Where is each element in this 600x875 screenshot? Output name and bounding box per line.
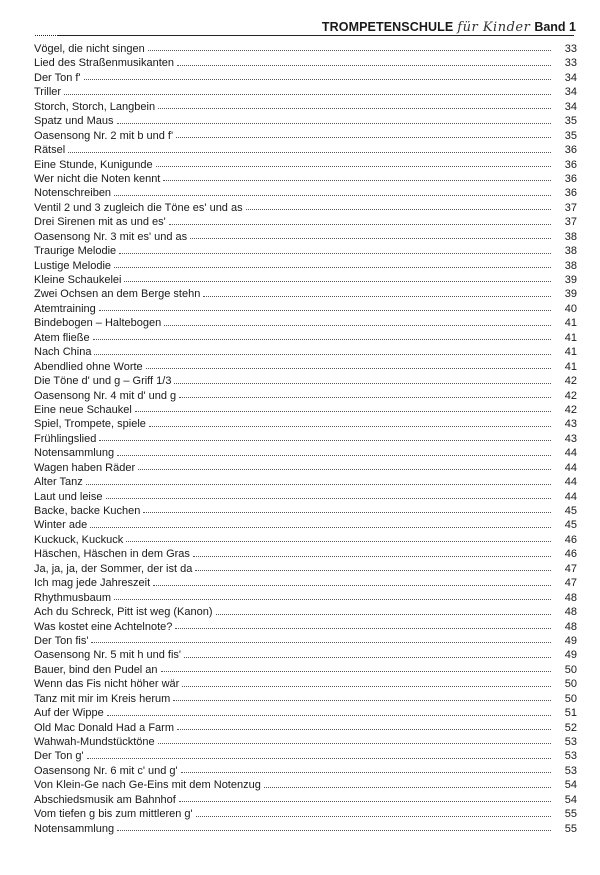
dot-leader	[196, 816, 551, 817]
running-header	[322, 20, 576, 35]
toc-entry-page: 33	[564, 57, 577, 70]
toc-entry-page: 39	[564, 274, 577, 286]
toc-entry[interactable]	[34, 360, 577, 374]
toc-entry-page: 33	[564, 43, 577, 55]
toc-entry-page: 53	[564, 750, 577, 763]
dot-leader	[175, 628, 551, 629]
toc-entry-title: Kuckuck, Kuckuck	[34, 533, 124, 546]
toc-entry-page: 53	[564, 764, 577, 777]
toc-entry-title: Auf der Wippe	[34, 707, 104, 720]
table-of-contents	[34, 42, 577, 836]
toc-entry-page: 41	[564, 360, 577, 373]
dot-leader	[68, 152, 551, 153]
dot-leader	[148, 50, 551, 51]
dot-leader	[106, 498, 552, 499]
toc-entry-page: 52	[564, 721, 577, 734]
toc-entry-page: 46	[564, 548, 577, 561]
toc-entry-page: 41	[564, 346, 577, 359]
book-title-script: für Kinder	[457, 20, 531, 35]
toc-entry-title: Tanz mit mir im Kreis herum	[34, 692, 171, 705]
toc-entry[interactable]	[34, 807, 577, 821]
toc-entry[interactable]	[34, 100, 577, 114]
toc-entry[interactable]	[34, 620, 577, 634]
toc-entry-title: Notenschreiben	[34, 187, 112, 200]
toc-entry[interactable]	[34, 201, 577, 215]
toc-entry-title: Rhythmusbaum	[34, 591, 112, 604]
dot-leader	[158, 743, 551, 744]
dot-leader	[203, 296, 551, 297]
toc-entry-page: 50	[564, 692, 577, 705]
dot-leader	[107, 715, 551, 716]
toc-entry[interactable]	[34, 475, 577, 489]
toc-entry-title: Häschen, Häschen in dem Gras	[34, 548, 190, 561]
toc-entry-title: Von Klein-Ge nach Ge-Eins mit dem Notenzug	[34, 779, 261, 792]
dot-leader	[156, 166, 551, 167]
toc-entry[interactable]	[34, 634, 577, 648]
dot-leader	[143, 512, 551, 513]
toc-entry-page: 48	[564, 620, 577, 633]
toc-entry[interactable]	[34, 490, 577, 504]
toc-entry-title: Laut und leise	[34, 490, 103, 503]
toc-entry-page: 51	[564, 707, 577, 720]
toc-entry[interactable]	[34, 446, 577, 460]
dot-leader	[138, 469, 551, 470]
toc-entry-page: 41	[564, 331, 577, 344]
toc-entry-page: 39	[564, 288, 577, 301]
toc-entry-page: 34	[564, 86, 577, 99]
toc-entry-page: 44	[564, 447, 577, 460]
toc-entry-title: Bindebogen – Haltebogen	[34, 317, 162, 330]
dot-leader	[173, 700, 551, 701]
toc-entry-title: Lustige Melodie	[34, 259, 112, 272]
toc-entry[interactable]	[34, 374, 577, 388]
toc-entry[interactable]	[34, 259, 577, 273]
dot-leader	[114, 195, 551, 196]
dot-leader	[158, 108, 551, 109]
dot-leader	[93, 339, 551, 340]
toc-entry-page: 47	[564, 577, 577, 590]
dot-leader	[177, 729, 551, 730]
toc-entry-title: Wenn das Fis nicht höher wär	[34, 678, 180, 691]
toc-entry-page: 37	[564, 201, 577, 214]
toc-entry-title: Nach China	[34, 346, 92, 359]
header-rule	[33, 35, 574, 36]
dot-leader	[195, 570, 551, 571]
toc-entry-page: 50	[564, 663, 577, 676]
toc-entry-page: 50	[564, 678, 577, 691]
toc-entry-title: Eine neue Schaukel	[34, 403, 132, 416]
toc-entry-title: Oasensong Nr. 5 mit h und fis'	[34, 649, 182, 662]
dot-leader	[117, 830, 551, 831]
toc-entry-title: Ventil 2 und 3 zugleich die Töne es' und as	[34, 201, 243, 214]
toc-entry-title: Oasensong Nr. 6 mit c' und g'	[34, 764, 178, 777]
dot-leader	[163, 180, 551, 181]
dot-leader	[179, 801, 551, 802]
toc-entry[interactable]	[34, 215, 577, 229]
toc-entry[interactable]	[34, 533, 577, 547]
toc-entry-title: Traurige Melodie	[34, 245, 117, 258]
volume-label: Band 1	[534, 20, 576, 34]
toc-entry[interactable]	[34, 172, 577, 186]
toc-entry[interactable]	[34, 518, 577, 532]
toc-entry[interactable]	[34, 721, 577, 735]
toc-entry-page: 42	[564, 375, 577, 388]
toc-entry[interactable]	[34, 648, 577, 662]
toc-entry[interactable]	[34, 706, 577, 720]
toc-entry-page: 48	[564, 606, 577, 619]
toc-entry-page: 40	[564, 302, 577, 315]
dot-leader	[86, 484, 551, 485]
toc-entry-title: Storch, Storch, Langbein	[34, 100, 156, 113]
dot-leader	[99, 440, 551, 441]
dot-leader	[146, 368, 551, 369]
toc-entry[interactable]	[34, 114, 577, 128]
dot-leader	[184, 657, 551, 658]
toc-entry[interactable]	[34, 403, 577, 417]
toc-entry-title: Wagen haben Räder	[34, 461, 136, 474]
toc-entry[interactable]	[34, 677, 577, 691]
toc-entry-title: Ich mag jede Jahreszeit	[34, 577, 151, 590]
toc-entry-title: Backe, backe Kuchen	[34, 505, 141, 517]
dot-leader	[114, 267, 551, 268]
dot-leader	[114, 599, 551, 600]
toc-entry[interactable]	[34, 735, 577, 749]
toc-entry-title: Winter ade	[34, 519, 88, 532]
dot-leader	[216, 614, 551, 615]
toc-entry-page: 49	[564, 634, 577, 647]
toc-entry-title: Notensammlung	[34, 822, 115, 835]
book-title: TROMPETENSCHULE	[321, 20, 454, 34]
toc-entry[interactable]	[34, 244, 577, 258]
toc-entry[interactable]	[34, 316, 577, 330]
toc-entry-title: Wer nicht die Noten kennt	[34, 172, 161, 185]
toc-entry-page: 42	[564, 403, 577, 416]
toc-entry-page: 34	[564, 71, 577, 84]
toc-entry[interactable]	[34, 432, 577, 446]
dot-leader	[135, 411, 551, 412]
toc-entry-title: Spiel, Trompete, spiele	[34, 418, 146, 431]
toc-entry-title: Oasensong Nr. 2 mit b und f'	[34, 129, 174, 142]
toc-entry[interactable]	[34, 186, 577, 200]
dot-leader	[176, 137, 551, 138]
toc-entry-title: Der Ton g'	[34, 750, 84, 763]
toc-entry[interactable]	[34, 417, 577, 431]
toc-entry[interactable]	[34, 56, 577, 70]
toc-entry[interactable]	[34, 389, 577, 403]
toc-entry[interactable]	[34, 591, 577, 605]
toc-entry-title: Die Töne d' und g – Griff 1/3	[34, 375, 172, 388]
toc-entry-page: 36	[564, 144, 577, 157]
toc-entry-title: Rätsel	[34, 144, 66, 157]
toc-entry[interactable]	[34, 461, 577, 475]
dot-leader	[124, 281, 551, 282]
toc-entry-page: 34	[564, 100, 577, 113]
toc-entry-page: 54	[564, 793, 577, 806]
toc-entry[interactable]	[34, 605, 577, 619]
dot-leader	[164, 325, 551, 326]
toc-entry[interactable]	[34, 302, 577, 316]
toc-entry-page: 44	[564, 476, 577, 489]
toc-entry-page: 43	[564, 432, 577, 445]
dot-leader	[117, 455, 551, 456]
toc-entry-page: 36	[564, 172, 577, 185]
toc-entry-page: 35	[564, 115, 577, 128]
toc-entry[interactable]	[34, 793, 577, 807]
toc-entry-title: Triller	[34, 86, 62, 99]
toc-entry[interactable]	[34, 663, 577, 677]
toc-entry[interactable]	[34, 42, 577, 56]
dot-leader	[161, 671, 551, 672]
toc-entry-title: Oasensong Nr. 4 mit d' und g	[34, 389, 177, 402]
toc-entry[interactable]	[34, 778, 577, 792]
toc-entry[interactable]	[34, 71, 577, 85]
toc-entry-page: 45	[564, 505, 577, 517]
toc-entry[interactable]	[34, 822, 577, 836]
toc-entry-page: 35	[564, 129, 577, 142]
toc-entry[interactable]	[34, 562, 577, 576]
toc-entry[interactable]	[34, 547, 577, 561]
toc-entry-title: Vom tiefen g bis zum mittleren g'	[34, 808, 193, 821]
dot-leader	[246, 209, 551, 210]
dot-leader	[174, 383, 551, 384]
toc-entry-title: Notensammlung	[34, 447, 115, 460]
toc-entry-page: 44	[564, 490, 577, 503]
toc-entry-page: 36	[564, 187, 577, 200]
toc-entry[interactable]	[34, 749, 577, 763]
toc-entry-page: 45	[564, 519, 577, 532]
toc-entry-title: Alter Tanz	[34, 476, 83, 489]
toc-entry-title: Eine Stunde, Kunigunde	[34, 158, 153, 171]
dot-leader	[99, 310, 551, 311]
toc-entry-title: Atemtraining	[34, 302, 96, 315]
toc-entry-title: Drei Sirenen mit as und es'	[34, 216, 166, 229]
toc-entry[interactable]	[34, 85, 577, 99]
toc-entry-page: 41	[564, 317, 577, 330]
dot-leader	[193, 556, 551, 557]
toc-entry-title: Oasensong Nr. 3 mit es' und as	[34, 230, 188, 243]
toc-entry-title: Der Ton fis'	[34, 634, 89, 647]
toc-entry-page: 46	[564, 533, 577, 546]
toc-entry-page: 43	[564, 418, 577, 431]
dot-leader	[126, 541, 551, 542]
toc-entry-title: Wahwah-Mundstücktöne	[34, 736, 155, 748]
dot-leader	[181, 772, 551, 773]
toc-entry-page: 49	[564, 649, 577, 662]
dot-leader	[94, 354, 551, 355]
toc-entry-page: 55	[564, 822, 577, 835]
toc-entry-page: 38	[564, 259, 577, 272]
toc-entry-title: Was kostet eine Achtelnote?	[34, 620, 173, 633]
toc-entry[interactable]	[34, 129, 577, 143]
toc-entry[interactable]	[34, 331, 577, 345]
toc-entry-title: Kleine Schaukelei	[34, 274, 122, 286]
toc-entry-page: 53	[564, 736, 577, 748]
toc-entry-title: Ja, ja, ja, der Sommer, der ist da	[34, 562, 193, 575]
dot-leader	[264, 787, 551, 788]
toc-entry-page: 47	[564, 562, 577, 575]
toc-entry[interactable]	[34, 287, 577, 301]
toc-entry-title: Old Mac Donald Had a Farm	[34, 721, 174, 734]
toc-entry[interactable]	[34, 273, 577, 287]
toc-entry-title: Der Ton f'	[34, 71, 81, 84]
header-rule-fade	[33, 35, 57, 36]
toc-entry[interactable]	[34, 764, 577, 778]
dot-leader	[149, 426, 551, 427]
toc-entry-page: 38	[564, 230, 577, 243]
dot-leader	[119, 253, 551, 254]
dot-leader	[169, 224, 551, 225]
toc-entry-page: 48	[564, 591, 577, 604]
toc-entry-page: 36	[564, 158, 577, 171]
toc-entry-title: Abendlied ohne Worte	[34, 360, 143, 373]
toc-entry-title: Abschiedsmusik am Bahnhof	[34, 793, 176, 806]
toc-entry-title: Atem fließe	[34, 331, 90, 344]
toc-entry[interactable]	[34, 230, 577, 244]
toc-entry-title: Bauer, bind den Pudel an	[34, 663, 158, 676]
toc-entry[interactable]	[34, 504, 577, 518]
dot-leader	[91, 642, 551, 643]
dot-leader	[190, 238, 551, 239]
dot-leader	[117, 123, 552, 124]
toc-entry-title: Vögel, die nicht singen	[34, 43, 145, 55]
toc-entry[interactable]	[34, 158, 577, 172]
toc-entry[interactable]	[34, 345, 577, 359]
toc-entry[interactable]	[34, 576, 577, 590]
dot-leader	[177, 65, 551, 66]
dot-leader	[182, 686, 551, 687]
toc-entry-title: Spatz und Maus	[34, 115, 114, 128]
toc-entry[interactable]	[34, 143, 577, 157]
toc-entry-title: Lied des Straßenmusikanten	[34, 57, 175, 70]
dot-leader	[87, 758, 551, 759]
dot-leader	[90, 527, 551, 528]
toc-entry-page: 54	[564, 779, 577, 792]
dot-leader	[84, 79, 551, 80]
toc-entry-title: Frühlingslied	[34, 432, 97, 445]
toc-entry-page: 44	[564, 461, 577, 474]
toc-entry-title: Ach du Schreck, Pitt ist weg (Kanon)	[34, 606, 213, 619]
toc-entry-title: Zwei Ochsen an dem Berge stehn	[34, 288, 201, 301]
dot-leader	[153, 585, 551, 586]
dot-leader	[64, 94, 551, 95]
toc-entry-page: 55	[564, 808, 577, 821]
toc-entry-page: 38	[564, 245, 577, 258]
toc-entry-page: 37	[564, 216, 577, 229]
dot-leader	[179, 397, 551, 398]
toc-entry[interactable]	[34, 692, 577, 706]
toc-entry-page: 42	[564, 389, 577, 402]
